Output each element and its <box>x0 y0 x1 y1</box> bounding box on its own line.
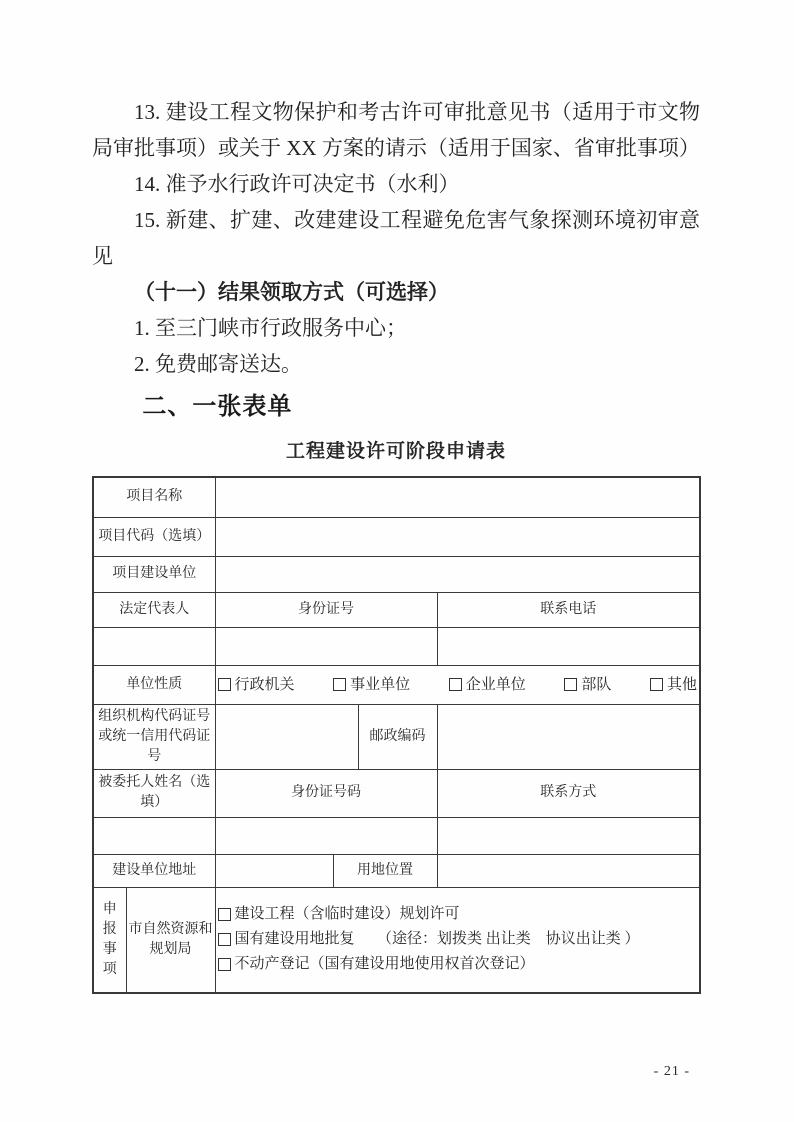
form-title: 工程建设许可阶段申请表 <box>285 441 506 462</box>
option-army <box>564 675 611 695</box>
list-item-13: 13. 建设工程文物保护和考古许可审批意见书（适用于市文物局审批事项）或关于 XX 方案的请示（适用于国家、省审批事项） <box>92 100 700 160</box>
contact-value-cell <box>437 817 700 854</box>
declare-item-land-approval <box>218 927 698 952</box>
unit-nature-options <box>218 675 698 695</box>
row-unit-nature <box>93 665 700 704</box>
row-build-unit <box>93 556 700 592</box>
row-project-name <box>93 477 700 517</box>
land-location-value-cell <box>437 854 700 887</box>
unit-nature-label: 单位性质 <box>93 665 215 704</box>
declare-item-label: 建设工程（含临时建设）规划许可 <box>234 906 460 923</box>
contact-label: 联系方式 <box>437 769 700 817</box>
row-trustee-header <box>93 769 700 817</box>
build-unit-value-cell <box>215 556 700 592</box>
postal-code-label: 邮政编码 <box>358 704 437 769</box>
build-unit-label: 项目建设单位 <box>93 556 215 592</box>
checkbox-icon <box>218 678 231 691</box>
checkbox-icon <box>564 678 577 691</box>
checkbox-icon <box>218 908 231 921</box>
trustee-id-value-cell <box>215 817 437 854</box>
option-label: 行政机关 <box>234 676 295 693</box>
checkbox-icon <box>650 678 663 691</box>
declare-item-real-estate-registration <box>218 952 698 977</box>
row-org-code <box>93 704 700 769</box>
pickup-option-2: 2. 免费邮寄送达。 <box>134 352 302 376</box>
page-content <box>92 94 700 994</box>
project-code-label: 项目代码（选填） <box>93 517 215 556</box>
declare-item-label: 不动产登记（国有建设用地使用权首次登记） <box>234 956 535 973</box>
option-label: 部队 <box>581 676 612 693</box>
option-label: 其他 <box>666 676 697 693</box>
option-other <box>650 675 697 695</box>
row-legal-rep-header <box>93 592 700 627</box>
trustee-name-label: 被委托人姓名（选填） <box>93 769 215 817</box>
option-label: 企业单位 <box>465 676 526 693</box>
declare-items-label: 申报事项 <box>93 887 126 993</box>
checkbox-icon <box>449 678 462 691</box>
subsection-heading: （十一）结果领取方式（可选择） <box>134 280 449 304</box>
application-form-table <box>92 476 701 994</box>
trustee-name-value-cell <box>93 817 215 854</box>
checkbox-icon <box>218 958 231 971</box>
checkbox-icon <box>218 933 231 946</box>
org-code-value-cell <box>215 704 358 769</box>
declare-item-label: 国有建设用地批复 （途径：划拨类 出让类 协议出让类 ） <box>234 931 640 948</box>
trustee-id-label: 身份证号码 <box>215 769 437 817</box>
section-heading: 二、一张表单 <box>142 393 293 420</box>
row-address <box>93 854 700 887</box>
row-declare-items <box>93 887 700 993</box>
project-code-value-cell <box>215 517 700 556</box>
land-location-label: 用地位置 <box>333 854 437 887</box>
project-name-label: 项目名称 <box>93 477 215 517</box>
row-project-code <box>93 517 700 556</box>
project-name-value-cell <box>215 477 700 517</box>
unit-nature-options-cell <box>215 665 700 704</box>
checkbox-icon <box>333 678 346 691</box>
unit-address-label: 建设单位地址 <box>93 854 215 887</box>
page-number: - 21 - <box>653 1064 690 1079</box>
id-number-label: 身份证号 <box>215 592 437 627</box>
org-code-label: 组织机构代码证号或统一信用代码证号 <box>93 704 215 769</box>
option-label: 事业单位 <box>350 676 411 693</box>
agency-label: 市自然资源和规划局 <box>126 887 215 993</box>
id-number-value-cell <box>215 627 437 665</box>
pickup-option-1: 1. 至三门峡市行政服务中心； <box>134 316 407 340</box>
unit-address-value-cell <box>215 854 333 887</box>
option-enterprise <box>449 675 526 695</box>
phone-value-cell <box>437 627 700 665</box>
row-trustee-values <box>93 817 700 854</box>
list-item-15: 15. 新建、扩建、改建建设工程避免危害气象探测环境初审意见 <box>92 208 700 268</box>
legal-rep-label: 法定代表人 <box>93 592 215 627</box>
phone-label: 联系电话 <box>437 592 700 627</box>
list-item-14: 14. 准予水行政许可决定书（水利） <box>134 172 460 196</box>
option-admin-organ <box>218 675 295 695</box>
legal-rep-value-cell <box>93 627 215 665</box>
declare-item-planning-permit <box>218 902 698 927</box>
postal-code-value-cell <box>437 704 700 769</box>
option-public-institution <box>333 675 410 695</box>
declare-items-cell <box>215 887 700 993</box>
row-legal-rep-values <box>93 627 700 665</box>
